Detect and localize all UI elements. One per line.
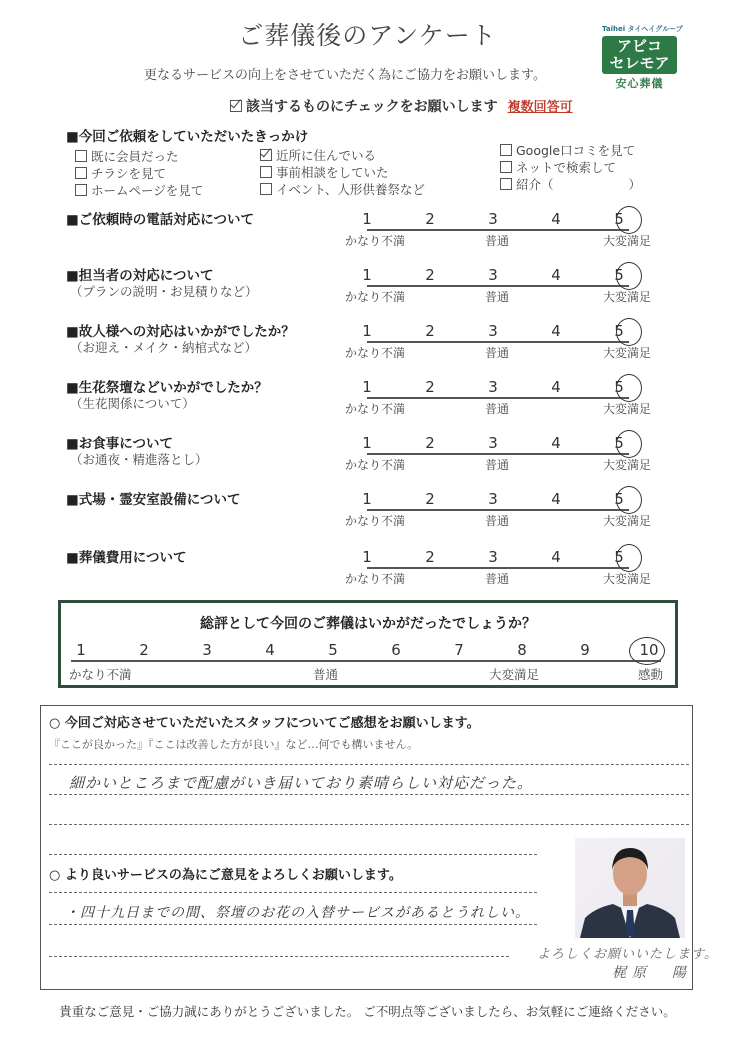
scale-line [367, 453, 629, 455]
check-instruction-text: 該当するものにチェックをお願いします [246, 99, 498, 115]
rating-option[interactable]: 4 [551, 378, 561, 396]
staff-name: 梶原 陽 [612, 965, 692, 981]
question-heading: ■葬儀費用について [66, 550, 187, 566]
rating-option[interactable]: 5 [614, 490, 624, 508]
rating-option[interactable]: 2 [425, 210, 435, 228]
overall-scale-line [71, 660, 661, 662]
rating-option[interactable]: 5 [614, 548, 624, 566]
overall-rating-option[interactable]: 2 [139, 641, 149, 659]
scale-line [367, 509, 629, 511]
overall-rating-option[interactable]: 3 [202, 641, 212, 659]
checkbox[interactable] [500, 178, 512, 190]
staff-message: よろしくお願いいたします。 [537, 947, 718, 962]
staff-comment-answer[interactable]: 細かいところまで配慮がいき届いており素晴らしい対応だった。 [69, 774, 534, 792]
logo-group-text: Taihei タイヘイグループ [602, 25, 683, 33]
selected-circle-mark [616, 486, 642, 514]
checkbox-checked[interactable] [260, 149, 272, 161]
question-heading: ■生花祭壇などいかがでしたか？ [66, 380, 268, 396]
scale-label-low: かなり不満 [345, 572, 406, 586]
question-subtext: （お通夜・精進落とし） [70, 452, 208, 467]
selected-circle-mark [616, 318, 642, 346]
scale-line [367, 229, 629, 231]
reason-option[interactable]: ネットで検索して [500, 158, 616, 176]
rating-scale [345, 490, 655, 530]
scale-line [367, 567, 629, 569]
overall-label-mid: 普通 [313, 667, 339, 682]
scale-label-high: 大変満足 [603, 234, 652, 248]
rating-option[interactable]: 1 [362, 378, 372, 396]
rating-option[interactable]: 2 [425, 378, 435, 396]
rating-option[interactable]: 3 [488, 378, 498, 396]
writing-line [49, 924, 537, 925]
page-title: ご葬儀後のアンケート [238, 21, 497, 50]
scale-label-mid: 普通 [485, 290, 510, 304]
rating-option[interactable]: 4 [551, 210, 561, 228]
question-heading: ■ご依頼時の電話対応について [66, 212, 254, 228]
rating-option[interactable]: 5 [614, 378, 624, 396]
reason-option[interactable]: Google口コミを見て [500, 141, 635, 159]
rating-scale [345, 210, 655, 250]
selected-circle-mark [616, 206, 642, 234]
rating-option[interactable]: 5 [614, 322, 624, 340]
scale-label-high: 大変満足 [603, 514, 652, 528]
rating-option[interactable]: 1 [362, 434, 372, 452]
checkbox[interactable] [75, 150, 87, 162]
writing-line [49, 824, 689, 825]
rating-option[interactable]: 4 [551, 266, 561, 284]
reason-option[interactable]: ホームページを見て [75, 181, 203, 199]
service-comment-answer[interactable]: ・四十九日までの間、祭壇のお花の入替サービスがあるとうれしい。 [65, 905, 530, 921]
checkbox[interactable] [500, 144, 512, 156]
writing-line [49, 854, 537, 855]
rating-option[interactable]: 2 [425, 434, 435, 452]
staff-portrait-icon [575, 838, 685, 938]
rating-option[interactable]: 4 [551, 434, 561, 452]
rating-option[interactable]: 1 [362, 322, 372, 340]
rating-option[interactable]: 3 [488, 210, 498, 228]
overall-rating-option[interactable]: 4 [265, 641, 275, 659]
question-heading: ■故人様への対応はいかがでしたか？ [66, 324, 295, 340]
overall-rating-option[interactable]: 7 [454, 641, 464, 659]
rating-option[interactable]: 3 [488, 548, 498, 566]
reason-option[interactable]: 近所に住んでいる [260, 146, 376, 164]
rating-option[interactable]: 5 [614, 266, 624, 284]
page-subtitle: 更なるサービスの向上をさせていただく為にご協力をお願いします。 [144, 68, 546, 83]
footer-thanks: 貴重なご意見・ご協力誠にありがとうございました。 ご不明点等ございましたら、お気軽にご連絡ください。 [59, 1004, 676, 1019]
staff-comment-heading: ○ 今回ご対応させていただいたスタッフについてご感想をお願いします。 [49, 716, 480, 731]
checkbox[interactable] [500, 161, 512, 173]
staff-comment-hint: 『ここが良かった』『ここは改善した方が良い』など…何でも構いません。 [49, 738, 419, 751]
rating-option[interactable]: 3 [488, 266, 498, 284]
rating-scale [345, 548, 655, 588]
selected-circle-mark [616, 544, 642, 572]
staff-photo [575, 838, 685, 938]
overall-label-high: 大変満足 [489, 667, 540, 682]
overall-label-top: 感動 [638, 667, 664, 682]
rating-option[interactable]: 1 [362, 548, 372, 566]
writing-line [49, 764, 689, 765]
scale-label-high: 大変満足 [603, 402, 652, 416]
reason-option[interactable]: 既に会員だった [75, 147, 179, 165]
logo-line1: アビコ [616, 37, 662, 55]
selected-circle-mark [629, 637, 665, 665]
scale-label-high: 大変満足 [603, 572, 652, 586]
reason-heading: ■今回ご依頼をしていただいたきっかけ [66, 129, 309, 145]
overall-rating-option[interactable]: 5 [328, 641, 338, 659]
question-heading: ■式場・霊安室設備について [66, 492, 241, 508]
question-subtext: （お迎え・メイク・納棺式など） [70, 340, 258, 355]
selected-circle-mark [616, 430, 642, 458]
reason-option[interactable]: チラシを見て [75, 164, 166, 182]
rating-option[interactable]: 2 [425, 266, 435, 284]
scale-label-mid: 普通 [485, 234, 510, 248]
scale-line [367, 341, 629, 343]
checkbox[interactable] [260, 183, 272, 195]
selected-circle-mark [616, 374, 642, 402]
scale-label-high: 大変満足 [603, 290, 652, 304]
logo-line2: セレモア [609, 54, 670, 72]
rating-option[interactable]: 3 [488, 490, 498, 508]
overall-rating-option[interactable]: 9 [580, 641, 590, 659]
overall-rating-box [58, 600, 678, 688]
overall-label-low: かなり不満 [69, 667, 132, 682]
checkbox-icon [230, 100, 242, 112]
rating-scale [345, 322, 655, 362]
scale-label-mid: 普通 [485, 514, 510, 528]
overall-rating-option[interactable]: 6 [391, 641, 401, 659]
rating-option[interactable]: 5 [614, 434, 624, 452]
scale-label-low: かなり不満 [345, 514, 406, 528]
scale-label-high: 大変満足 [603, 346, 652, 360]
writing-line [49, 956, 509, 957]
scale-label-low: かなり不満 [345, 458, 406, 472]
rating-scale [345, 266, 655, 306]
rating-option[interactable]: 1 [362, 490, 372, 508]
scale-label-low: かなり不満 [345, 402, 406, 416]
scale-label-mid: 普通 [485, 346, 510, 360]
overall-rating-option[interactable]: 10 [639, 641, 659, 659]
scale-line [367, 285, 629, 287]
scale-label-low: かなり不満 [345, 290, 406, 304]
logo-tagline: 安心葬儀 [615, 77, 664, 90]
rating-option[interactable]: 4 [551, 548, 561, 566]
scale-label-low: かなり不満 [345, 346, 406, 360]
reason-option[interactable]: 紹介（ ） [500, 175, 641, 193]
scale-label-low: かなり不満 [345, 234, 406, 248]
overall-rating-option[interactable]: 1 [76, 641, 86, 659]
rating-option[interactable]: 2 [425, 322, 435, 340]
check-instruction [230, 96, 573, 116]
question-subtext: （生花関係について） [70, 396, 195, 411]
scale-label-mid: 普通 [485, 572, 510, 586]
overall-rating-option[interactable]: 8 [517, 641, 527, 659]
company-logo [602, 24, 683, 91]
question-subtext: （プランの説明・お見積りなど） [70, 284, 258, 299]
rating-option[interactable]: 5 [614, 210, 624, 228]
scale-label-mid: 普通 [485, 402, 510, 416]
checkbox[interactable] [75, 167, 87, 179]
checkbox[interactable] [260, 166, 272, 178]
scale-line [367, 397, 629, 399]
rating-option[interactable]: 3 [488, 322, 498, 340]
scale-label-mid: 普通 [485, 458, 510, 472]
reason-option[interactable]: 事前相談をしていた [260, 163, 389, 181]
checkbox[interactable] [75, 184, 87, 196]
rating-option[interactable]: 4 [551, 490, 561, 508]
question-heading: ■お食事について [66, 436, 173, 452]
rating-option[interactable]: 2 [425, 490, 435, 508]
service-comment-heading: ○ より良いサービスの為にご意見をよろしくお願いします。 [49, 868, 402, 883]
reason-option[interactable]: イベント、人形供養祭など [260, 180, 425, 198]
multiple-answers-note: 複数回答可 [507, 100, 573, 115]
scale-label-high: 大変満足 [603, 458, 652, 472]
rating-option[interactable]: 1 [362, 210, 372, 228]
selected-circle-mark [616, 262, 642, 290]
writing-line [49, 794, 689, 795]
overall-question: 総評として今回のご葬儀はいかがだったでしょうか？ [200, 616, 536, 632]
logo-box [602, 36, 677, 74]
rating-option[interactable]: 2 [425, 548, 435, 566]
rating-option[interactable]: 3 [488, 434, 498, 452]
rating-scale [345, 434, 655, 474]
rating-scale [345, 378, 655, 418]
rating-option[interactable]: 4 [551, 322, 561, 340]
writing-line [49, 892, 537, 893]
question-heading: ■担当者の対応について [66, 268, 214, 284]
rating-option[interactable]: 1 [362, 266, 372, 284]
